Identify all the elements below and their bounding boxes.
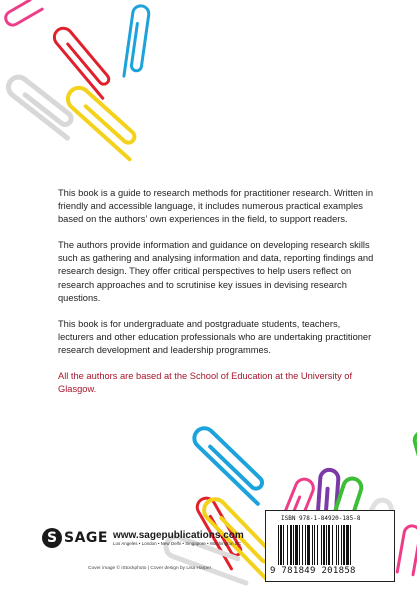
barcode-bar	[314, 525, 315, 565]
barcode-bar	[290, 525, 292, 565]
blurb-text	[58, 187, 378, 409]
barcode-bar	[346, 525, 349, 565]
blurb-paragraph-2: The authors provide information and guidance on developing research skills such as gathering and analysing information and data, reporting findings and research design. They offer critical perspectives to help users reflect on research approaches and to scrutinise key issues in devising research questions.	[58, 240, 374, 303]
barcode-bar	[338, 525, 339, 565]
barcode-bar	[350, 525, 351, 565]
barcode-bar	[323, 525, 325, 565]
barcode-bar	[305, 525, 306, 565]
blurb-paragraph-1: This book is a guide to research methods for practitioner research. Written in friendly and accessible language, it includes numerous practical examples based on the authors’ own experiences in the field, to support readers.	[58, 188, 374, 225]
cover-credits: Cover image © iStockphoto | Cover design by Lisa Harper	[88, 566, 212, 571]
sage-logo-mark: S	[42, 528, 62, 548]
pink-paperclip	[3, 0, 42, 28]
barcode-bar	[278, 525, 279, 565]
isbn-barcode	[265, 510, 395, 582]
barcode-bar	[283, 525, 284, 565]
barcode-bar	[336, 525, 337, 565]
barcode-bar	[307, 525, 310, 565]
yellow-paperclip	[63, 83, 144, 159]
barcode-bar	[302, 525, 303, 565]
isbn-label: ISBN 978-1-84920-185-8	[281, 515, 361, 522]
blue-paperclip	[124, 5, 150, 79]
barcode-bars	[278, 525, 382, 565]
authors-affiliation: All the authors are based at the School of Education at the University of Glasgow.	[58, 371, 353, 395]
barcode-bar	[343, 525, 345, 565]
barcode-bar	[280, 525, 282, 565]
barcode-bar	[295, 525, 298, 565]
barcode-bar	[332, 525, 333, 565]
barcode-bar	[317, 525, 318, 565]
barcode-bar	[321, 525, 322, 565]
barcode-bar	[341, 525, 342, 565]
barcode-bar	[287, 525, 288, 565]
publisher-logo-row	[42, 528, 244, 548]
barcode-bar	[299, 525, 300, 565]
sage-logo-word: SAGE	[64, 530, 108, 546]
publisher-web	[113, 530, 244, 547]
barcode-bar	[293, 525, 294, 565]
barcode-digits: 9 781849 201858	[270, 566, 356, 576]
barcode-bar	[326, 525, 327, 565]
blue-paperclip-bottom	[190, 424, 272, 504]
blurb-paragraph-3: This book is for undergraduate and postgraduate students, teachers, lecturers and other education professionals who are undertaking practitioner research development and leadership programmes.	[58, 318, 372, 355]
pink-paperclip-right	[397, 525, 417, 575]
publisher-cities: Los Angeles • London • New Delhi • Singapore • Washington DC	[112, 540, 242, 546]
green-paperclip-right	[413, 430, 417, 473]
barcode-bar	[328, 525, 330, 565]
publisher-url[interactable]: www.sagepublications.com	[112, 529, 244, 541]
barcode-bar	[312, 525, 313, 565]
